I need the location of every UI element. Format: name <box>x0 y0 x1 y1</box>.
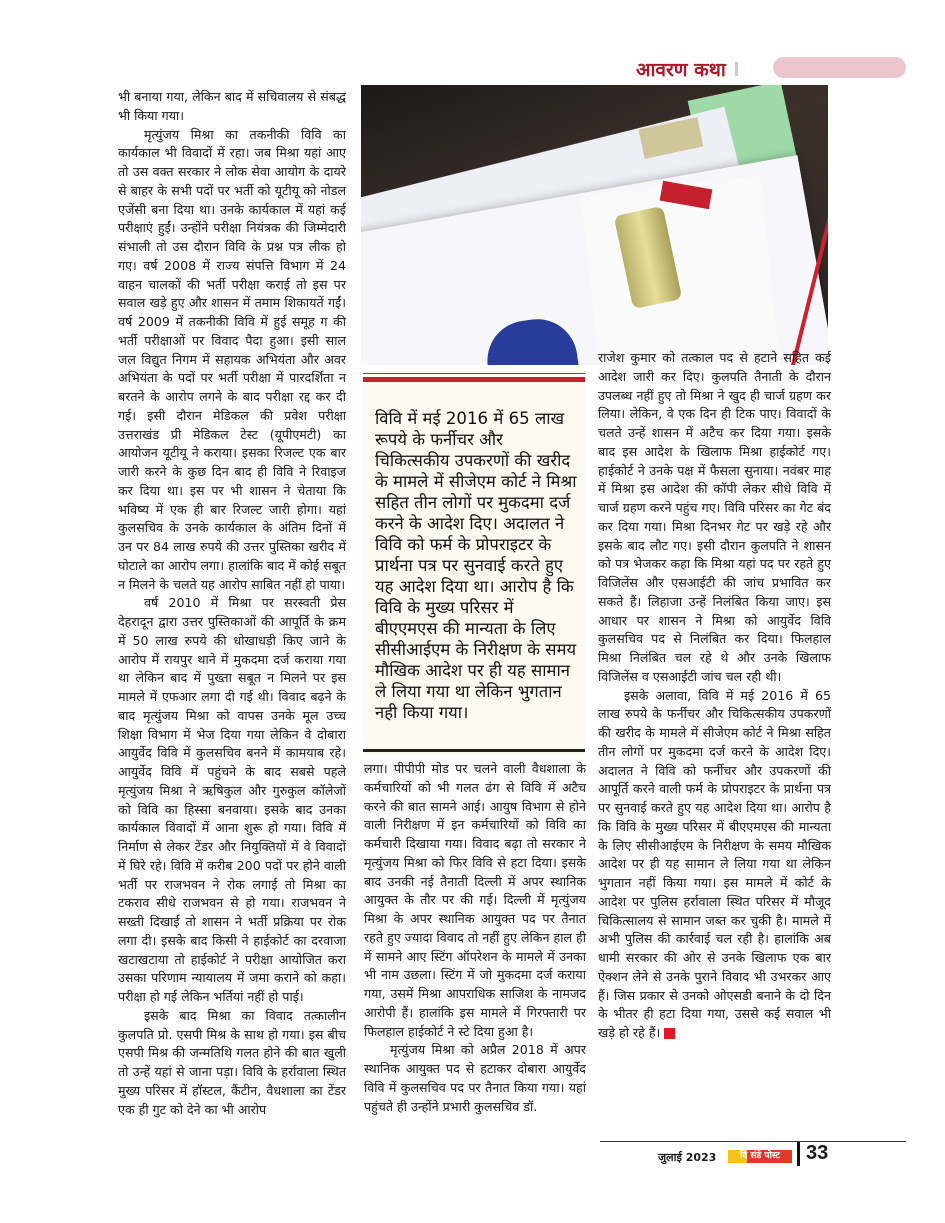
pull-quote-box <box>363 377 585 754</box>
paragraph: लगा। पीपीपी मोड पर चलने वाली वैधशाला के कर्मचारियों को भी गलत ढंग से विवि में अटैच करने की बात सामने आई। आयुष विभाग से होने वाली निरीक्षण में इन कर्मचारियों को विवि का कर्मचारी दिखाया गया। विवाद बढ़ा तो सरकार ने मृत्युंजय मिश्रा को फिर विवि से हटा दिया। इसके बाद उनकी नई तैनाती दिल्ली में अपर स्थानिक आयुक्त के तौर पर की गई। दिल्ली में मृत्युंजय मिश्रा के अपर स्थानिक आयुक्त पद पर तैनात रहते हुए ज्यादा विवाद तो नहीं हुए लेकिन हाल ही में सामने आए स्टिंग ऑपरेशन के मामले में उनका भी नाम उछला। स्टिंग में जो मुकदमा दर्ज कराया गया, उसमें मिश्रा आपराधिक साजिश के नामजद आरोपी हैं। हालांकि इस मामले में गिरफ्तारी पर फिलहाल हाईकोर्ट ने स्टे दिया हुआ है। <box>364 761 586 1039</box>
footer-divider <box>797 1142 800 1166</box>
paragraph: इसके बाद मिश्रा का विवाद तत्कालीन कुलपति प्रो. एसपी मिश्र के साथ हो गया। इस बीच एसपी मिश्र की जन्मतिथि गलत होने की बात खुली तो उन्हें यहां से जाना पड़ा। विवि के हर्रावाला स्थित मुख्य परिसर में हॉस्टल, कैंटीन, वैधशाला का टेंडर एक ही गुट को देने का भी आरोप <box>118 1007 346 1117</box>
paragraph: वर्ष 2010 में मिश्रा पर सरस्वती प्रेस देहरादून द्वारा उत्तर पुस्तिकाओं की आपूर्ति के क्रम में 50 लाख रुपये की धोखाधड़ी किए जाने के आरोप में रायपुर थाने में मुकदमा दर्ज कराया गया था लेकिन बाद में पुख्ता सबूत न मिलने पर इस मामले में एफआर लगा दी गई थी। विवाद बढ़ने के बाद मृत्युंजय मिश्रा को वापस उनके मूल उच्च शिक्षा विभाग में भेज दिया गया लेकिन वे दोबारा आयुर्वेद विवि में कुलसचिव बनने में कामयाब रहे। आयुर्वेद विवि में पहुंचने के बाद सबसे पहले मृत्युंजय मिश्रा ने ऋषिकुल और गुरुकुल कॉलेजों को विवि का हिस्सा बनवाया। इसके बाद उनका कार्यकाल विवादों में आना शुरू हो गया। विवि में निर्माण से लेकर टेंडर और नियुक्तियों में वे विवादों में घिरे रहे। विवि में करीब 200 पदों पर होने वाली भर्ती पर राजभवन ने रोक लगाई तो मिश्रा का टकराव सीधे राजभवन से हो गया। राजभवन ने सख्ती दिखाई तो शासन ने भर्ती प्रक्रिया पर रोक लगा दी। इसके बाद किसी ने हाईकोर्ट का दरवाजा खटाखटाया तो हाईकोर्ट ने परीक्षा आयोजित करा उसका परिणाम न्यायालय में जमा कराने को कहा। परीक्षा हो गई लेकिन भर्तियां नहीं हो पाई। <box>118 595 346 1004</box>
paragraph: मृत्युंजय मिश्रा का तकनीकी विवि का कार्यकाल भी विवादों में रहा। जब मिश्रा यहां आए तो उस वक्त सरकार ने लोक सेवा आयोग के दायरे से बाहर के सभी पदों पर भर्ती को यूटीयू को नोडल एजेंसी बना दिया था। उनके कार्यकाल में यहां कई परीक्षाएं हुईं। उन्होंने परीक्षा नियंत्रक की जिम्मेदारी संभाली तो उस दौरान विवि के प्रश्न पत्र लीक हो गए। वर्ष 2008 में राज्य संपत्ति विभाग में 24 वाहन चालकों की भर्ती परीक्षा कराई तो इस पर सवाल खड़े हुए और शासन में तमाम शिकायतें गईं। वर्ष 2009 में तकनीकी विवि में हुई समूह ग की भर्ती परीक्षाओं पर विवाद पैदा हुआ। इसी साल जल विद्युत निगम में सहायक अभियंता और अवर अभियंता के पदों पर भर्ती परीक्षा में पारदर्शिता न बरतने के आरोप लगने के बाद परीक्षा रद्द कर दी गई। इसी दौरान मेडिकल की प्रवेश परीक्षा उत्तराखंड प्री मेडिकल टेस्ट (यूपीएमटी) का आयोजन यूटीयू ने कराया। इसका रिजल्ट एक बार जारी करने के कुछ दिन बाद ही विवि ने रिवाइज कर दिया था। इस पर भी शासन ने चेताया कि भविष्य में एक ही बार रिजल्ट जारी होगा। यहां कुलसचिव के उनके कार्यकाल के अंतिम दिनों में उन पर 84 लाख रुपये की उत्तर पुस्तिका खरीद में घोटाले का आरोप लगा। हालांकि बाद में कोई सबूत न मिलने के चलते यह आरोप साबित नहीं हो पाया। <box>118 126 346 592</box>
pull-quote-rule <box>363 749 585 752</box>
section-divider <box>735 62 738 76</box>
end-mark-icon <box>664 1028 675 1039</box>
section-title: आवरण कथा <box>636 59 726 81</box>
paragraph-text: इसके अलावा, विवि में मई 2016 में 65 लाख रुपये के फर्नीचर और चिकित्सकीय उपकरणों की खरीद के मामले में सीजेएम कोर्ट ने मिश्रा सहित तीन लोगों पर मुकदमा दर्ज करने के आदेश दिए। अदालत ने विवि को फर्नीचर और उपकरणों की आपूर्ति करने वाली फर्म के प्रोपराइटर के प्रार्थना पत्र पर सुनवाई करते हुए यह आदेश दिया था। आरोप है कि विवि के मुख्य परिसर में बीएएमएस की मान्यता के लिए सीसीआईएम के निरीक्षण के समय मौखिक आदेश पर ही यह सामान ले लिया गया था लेकिन भुगतान नहीं किया गया। इस मामले में कोर्ट के आदेश पर पुलिस हर्रावाला स्थित परिसर में मौजूद चिकित्सालय से सामान जब्त कर चुकी है। मामले में अभी पुलिस की कार्रवाई चल रही है। हालांकि अब धामी सरकार की ओर से उनके खिलाफ एक बार ऐक्शन लेने से उनके पुराने विवाद भी उभरकर आए हैं। जिस प्रकार से उनको ओएसडी बनाने के दो दिन के भीतर ही हटा दिया गया, उससे कई सवाल भी खड़े हो रहे हैं। <box>598 687 831 1040</box>
paragraph <box>598 687 831 1043</box>
magazine-logo: दि संडे पोस्ट <box>728 1150 792 1163</box>
article-column-left <box>118 88 346 1119</box>
plastic-bag <box>581 176 781 365</box>
issue-date: जुलाई 2023 <box>658 1151 717 1164</box>
article-column-right <box>598 349 831 1043</box>
paragraph: राजेश कुमार को तत्काल पद से हटाने सहित कई आदेश जारी कर दिए। कुलपति तैनाती के दौरान उपलब्ध नहीं हुए तो मिश्रा ने खुद ही चार्ज ग्रहण कर लिया। लेकिन, वे एक दिन ही टिक पाए। विवादों के चलते उन्हें शासन में अटैच कर दिया गया। इसके बाद इस आदेश के खिलाफ मिश्रा हाईकोर्ट गए। हाईकोर्ट ने उनके पक्ष में फैसला सुनाया। नवंबर माह में मिश्रा इस आदेश की कॉपी लेकर सीधे विवि में चार्ज ग्रहण करने पहुंच गए। विवि परिसर का गेट बंद कर दिया गया। मिश्रा दिनभर गेट पर खड़े रहे और इसके बाद लौट गए। इसी दौरान कुलपति ने शासन को पत्र भेजकर कहा कि मिश्रा यहां पद पर रहते हुए विजिलेंस और एसआईटी की जांच प्रभावित कर सकते हैं। लिहाजा उन्हें निलंबित किया जाए। इस आधार पर शासन ने मिश्रा को आयुर्वेद विवि कुलसचिव पद से निलंबित कर दिया। फिलहाल मिश्रा निलंबित चल रहे थे और उनके खिलाफ विजिलेंस व एसआईटी जांच चल रही थी। <box>598 350 831 684</box>
footer-rule <box>600 1141 906 1142</box>
pull-quote: विवि में मई 2016 में 65 लाख रूपये के फर्नीचर और चिकित्सकीय उपकरणों की खरीद के मामले में सीजेएम कोर्ट ने मिश्रा सहित तीन लोगों पर मुकदमा दर्ज करने के आदेश दिए। अदालत ने विवि को फर्म के प्रोपराइटर के प्रार्थना पत्र पर सुनवाई करते हुए यह आदेश दिया था। आरोप है कि विवि के मुख्य परिसर में बीएएमएस की मान्यता के लिए सीसीआईएम के निरीक्षण के समय मौखिक आदेश पर ही यह सामान ले लिया गया था लेकिन भुगतान नही किया गया। <box>375 409 577 722</box>
article-column-middle <box>364 760 586 1116</box>
section-decoration <box>773 57 906 78</box>
paragraph: मृत्युंजय मिश्रा को अप्रैल 2018 में अपर स्थानिक आयुक्त पद से हटाकर दोबारा आयुर्वेद विवि में कुलसचिव पद पर तैनात किया गया। यहां पहुंचते ही उन्होंने प्रभारी कुलसचिव डॉ. <box>364 1042 586 1114</box>
paragraph: भी बनाया गया, लेकिन बाद में सचिवालय से संबद्ध भी किया गया। <box>118 89 346 123</box>
article-photo <box>361 85 828 365</box>
page-number: 33 <box>806 1142 829 1164</box>
